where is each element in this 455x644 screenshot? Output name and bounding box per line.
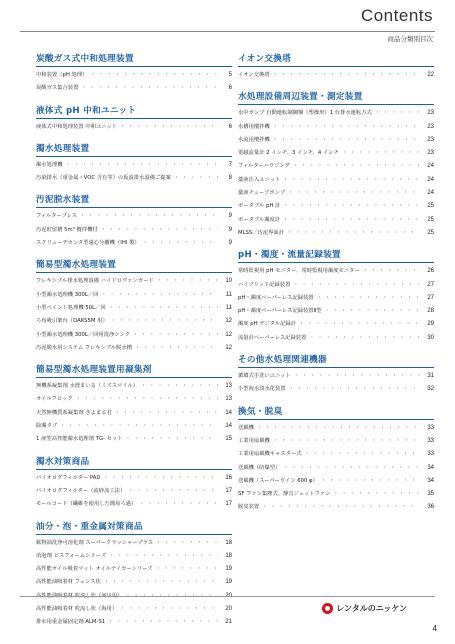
- entry-name: 工業用扇風機: [238, 437, 270, 444]
- entry-page-number: 12: [225, 344, 232, 351]
- entry-name: オイルフロック: [36, 396, 73, 403]
- toc-entry[interactable]: [238, 108, 434, 121]
- contents-title: Contents: [360, 6, 433, 25]
- toc-entry[interactable]: [238, 476, 434, 489]
- toc-entry[interactable]: [36, 408, 232, 421]
- entry-name: 消泡剤 ビスフォームシリーズ: [36, 552, 107, 559]
- toc-entry[interactable]: [36, 604, 232, 617]
- entry-name: 汚泥貯留槽 5m³ 攪拌機付: [36, 226, 98, 233]
- toc-entry[interactable]: [36, 211, 232, 224]
- toc-entry[interactable]: [36, 330, 232, 343]
- entry-page-number: 30: [427, 334, 434, 341]
- toc-section: [36, 52, 232, 97]
- left-column: [36, 52, 232, 638]
- toc-entry[interactable]: [238, 201, 434, 214]
- entry-page-number: 9: [228, 226, 232, 233]
- entry-name: 高性能油吸着材 フェンス状: [36, 579, 101, 586]
- toc-entry[interactable]: [36, 70, 232, 83]
- dot-leader: [342, 149, 420, 156]
- toc-section: [238, 248, 434, 346]
- entry-name: 水流用攪拌機: [238, 136, 270, 143]
- dot-leader: [257, 424, 420, 431]
- footer-divider: [20, 596, 435, 597]
- entry-name: ポータブル pH 計: [238, 203, 281, 210]
- dot-leader: [156, 539, 218, 546]
- section-title: 換気・脱臭: [238, 405, 434, 420]
- entry-page-number: 17: [225, 487, 232, 494]
- dot-leader: [325, 307, 420, 314]
- company-logo: [322, 603, 407, 614]
- toc-entry[interactable]: [36, 499, 232, 512]
- toc-entry[interactable]: [36, 122, 232, 135]
- toc-entry[interactable]: [238, 384, 434, 397]
- entry-page-number: 26: [427, 268, 434, 275]
- dot-leader: [101, 226, 218, 233]
- dot-leader: [126, 435, 218, 442]
- entry-page-number: 27: [427, 281, 434, 288]
- toc-entry[interactable]: [238, 371, 434, 384]
- entry-name: MLSS／汚泥界面計: [238, 229, 285, 236]
- dot-leader: [128, 487, 218, 494]
- dot-leader: [283, 176, 420, 183]
- toc-entry[interactable]: [36, 173, 232, 186]
- section-title: その他水処理関連機器: [238, 353, 434, 368]
- entry-page-number: 12: [225, 318, 232, 325]
- entry-name: 無機系凝集剤 水澄まいる（ミズスマイル）: [36, 383, 139, 390]
- entry-name: 常時監視用 pH モニター、常時監視用濁度モニター: [238, 268, 360, 275]
- entry-page-number: 25: [427, 229, 434, 236]
- entry-name: 送風機（スーパーウイン 600 φ）: [238, 477, 318, 484]
- entry-page-number: 34: [427, 477, 434, 484]
- dot-leader: [283, 464, 420, 471]
- toc-entry[interactable]: [238, 135, 434, 148]
- entry-page-number: 35: [427, 491, 434, 498]
- entry-page-number: 10: [225, 278, 232, 285]
- toc-entry[interactable]: [238, 148, 434, 161]
- toc-entry[interactable]: [36, 591, 232, 604]
- section-title: 簡易型濁水処理装置用凝集剤: [36, 363, 232, 378]
- dot-leader: [287, 229, 420, 236]
- entry-page-number: 11: [225, 304, 232, 311]
- toc-entry[interactable]: [238, 266, 434, 279]
- dot-leader: [76, 395, 218, 402]
- entry-name: 水中ポンプ 自動運転制御盤（塑操形）1 台排水運転方式: [238, 110, 372, 117]
- entry-page-number: 15: [225, 436, 232, 443]
- toc-section: [238, 52, 434, 83]
- dot-leader: [305, 450, 420, 457]
- toc-section: [238, 353, 434, 398]
- section-title: 油分・泡・重金属対策商品: [36, 520, 232, 535]
- dot-leader: [273, 437, 420, 444]
- entry-name: フレキシブル排水処理設備 ハイドロヴァンガード: [36, 278, 154, 285]
- entry-page-number: 16: [225, 474, 232, 481]
- entry-page-number: 24: [427, 163, 434, 170]
- entry-page-number: 20: [225, 606, 232, 613]
- section-title: 液体式 pH 中和ユニット: [36, 104, 232, 119]
- toc-section: [36, 520, 232, 631]
- section-title: イオン交換塔: [238, 52, 434, 67]
- entry-page-number: 9: [228, 240, 232, 247]
- entry-page-number: 19: [225, 579, 232, 586]
- toc-entry[interactable]: [238, 161, 434, 174]
- entry-name: 鉱物油洗浄可溶化剤 スーパークラッシャープラス: [36, 539, 154, 546]
- toc-entry[interactable]: [238, 502, 434, 515]
- entry-page-number: 36: [427, 504, 434, 511]
- dot-leader: [109, 304, 218, 311]
- toc-entry[interactable]: [36, 83, 232, 96]
- dot-leader: [321, 477, 420, 484]
- entry-name: スクリューデカンタ型遠心分離機（IHI 製）: [36, 240, 140, 247]
- entry-page-number: 31: [427, 373, 434, 380]
- toc-entry[interactable]: [36, 343, 232, 356]
- toc-entry[interactable]: [36, 538, 232, 551]
- dot-leader: [273, 71, 420, 78]
- entry-name: 排水用重金属固定剤 ALM-S1: [36, 619, 106, 626]
- toc-entry[interactable]: [36, 160, 232, 173]
- entry-name: 薬液チューブポンプ: [238, 190, 286, 197]
- toc-entry[interactable]: [36, 617, 232, 630]
- toc-entry[interactable]: [238, 122, 434, 135]
- toc-entry[interactable]: [36, 434, 232, 447]
- dot-leader: [90, 71, 218, 78]
- dot-leader: [135, 344, 218, 351]
- entry-name: 液体式中和処理装置 中和ユニット: [36, 123, 117, 130]
- logo-mark-icon: [322, 603, 333, 614]
- entry-name: pH・濁度ペーパーレス記録装置: [238, 294, 314, 301]
- dot-leader: [143, 239, 218, 246]
- section-title: 濁水処理装置: [36, 142, 232, 157]
- entry-page-number: 24: [427, 176, 434, 183]
- entry-name: 汚泥脱水用システム フレキシブル脱水槽: [36, 344, 133, 351]
- toc-section: [36, 258, 232, 356]
- section-title: 炭酸ガス式中和処理装置: [36, 52, 232, 67]
- entry-page-number: 33: [427, 437, 434, 444]
- header-divider: [20, 31, 435, 32]
- toc-section: [238, 90, 434, 241]
- dot-leader: [174, 174, 218, 181]
- entry-page-number: 6: [228, 85, 232, 92]
- entry-name: 濁度 pH デジタル記録計: [238, 321, 297, 328]
- dot-leader: [109, 552, 218, 559]
- entry-page-number: 19: [225, 566, 232, 573]
- entry-page-number: 14: [225, 423, 232, 430]
- dot-leader: [375, 109, 420, 116]
- toc-entry[interactable]: [238, 215, 434, 228]
- entry-page-number: 21: [225, 619, 232, 626]
- entry-page-number: 6: [228, 123, 232, 130]
- entry-page-number: 32: [427, 386, 434, 393]
- toc-entry[interactable]: [238, 175, 434, 188]
- dot-leader: [139, 500, 218, 507]
- toc-entry[interactable]: [36, 303, 232, 316]
- entry-page-number: 34: [427, 464, 434, 471]
- toc-section: [36, 455, 232, 513]
- dot-leader: [104, 578, 218, 585]
- entry-name: バイオログフィルター（流砂流工法）: [36, 487, 126, 494]
- toc-entry[interactable]: [36, 316, 232, 329]
- dot-leader: [309, 334, 420, 341]
- entry-page-number: 18: [225, 552, 232, 559]
- toc-entry[interactable]: [36, 421, 232, 434]
- dot-leader: [120, 123, 218, 130]
- toc-entry[interactable]: [36, 473, 232, 486]
- entry-name: 汚染排水（重金属・VOC 含有等）の仮設排水設備ご提案: [36, 175, 171, 182]
- toc-entry[interactable]: [238, 293, 434, 306]
- entry-name: SF ファン集塵式、静音ジェットファン: [238, 491, 331, 498]
- entry-page-number: 22: [427, 72, 434, 78]
- toc-entry[interactable]: [238, 280, 434, 293]
- toc-entry[interactable]: [238, 70, 434, 83]
- toc-entry[interactable]: [36, 486, 232, 499]
- entry-name: 送風機: [238, 424, 254, 431]
- section-title: 水処理設備周辺装置・測定装置: [238, 90, 434, 105]
- dot-leader: [80, 212, 218, 219]
- entry-name: 工業用扇風機キャスター式: [238, 451, 302, 458]
- entry-page-number: 25: [427, 216, 434, 223]
- dot-leader: [81, 84, 218, 91]
- dot-leader: [299, 320, 420, 327]
- toc-entry[interactable]: [238, 436, 434, 449]
- entry-page-number: 5: [228, 72, 232, 78]
- toc-entry[interactable]: [36, 394, 232, 407]
- toc-entry[interactable]: [36, 551, 232, 564]
- dot-leader: [141, 382, 218, 389]
- entry-name: フィルタープレス: [36, 213, 78, 220]
- entry-name: ろ布吸引架台（DAKS5M 用）: [36, 318, 108, 325]
- entry-page-number: 29: [427, 321, 434, 328]
- entry-page-number: 11: [225, 291, 232, 298]
- entry-name: 流量計ペーパーレス記録装置: [238, 334, 307, 341]
- toc-entry[interactable]: [238, 489, 434, 502]
- toc-entry[interactable]: [238, 449, 434, 462]
- page-number: 4: [432, 624, 437, 633]
- entry-name: 小型ペイント処理機 50L／回: [36, 304, 106, 311]
- dot-leader: [115, 409, 218, 416]
- entry-page-number: 13: [225, 383, 232, 390]
- toc-entry[interactable]: [238, 319, 434, 332]
- toc-section: [36, 142, 232, 187]
- entry-name: ハイブリッド記録装置: [238, 281, 291, 288]
- section-title: pH・濁度・流量記録装置: [238, 248, 434, 263]
- dot-leader: [103, 474, 218, 481]
- entry-name: 炭酸ガス集合装置: [36, 85, 79, 92]
- dot-leader: [111, 317, 218, 324]
- dot-leader: [288, 189, 420, 196]
- entry-name: 水槽用攪拌機: [238, 123, 270, 130]
- dot-leader: [273, 136, 420, 143]
- entry-page-number: 27: [427, 294, 434, 301]
- dot-leader: [157, 277, 218, 284]
- entry-name: 送風機（防爆型）: [238, 464, 281, 471]
- entry-name: [36, 591, 122, 599]
- dot-leader: [283, 202, 420, 209]
- entry-name: フィルターハウジング: [238, 163, 290, 170]
- dot-leader: [60, 422, 218, 429]
- entry-name: pH・濁度ペーパーレス記録装置Ⅱ型: [238, 308, 322, 315]
- section-title: 簡易型濁水処理装置: [36, 258, 232, 273]
- toc-entry[interactable]: [238, 423, 434, 436]
- dot-leader: [156, 565, 218, 572]
- entry-page-number: 24: [427, 190, 434, 197]
- entry-name: ポータブル濁度計: [238, 216, 281, 223]
- toc-entry[interactable]: [36, 381, 232, 394]
- entry-page-number: 9: [228, 213, 232, 220]
- entry-page-number: 33: [427, 424, 434, 431]
- entry-name: イオン交換塔: [238, 72, 270, 78]
- entry-name: 天然無機質系凝集剤 きよまる君: [36, 409, 112, 416]
- dot-leader: [133, 331, 218, 338]
- section-title: 濁水対策商品: [36, 455, 232, 470]
- entry-page-number: 8: [228, 175, 232, 182]
- entry-page-number: 14: [225, 409, 232, 416]
- dot-leader: [66, 161, 219, 168]
- toc-entry[interactable]: [36, 577, 232, 590]
- right-column: [238, 52, 434, 523]
- dot-leader: [293, 162, 420, 169]
- toc-entry[interactable]: [36, 276, 232, 289]
- entry-page-number: 17: [225, 501, 232, 508]
- toc-entry[interactable]: [238, 188, 434, 201]
- entry-name: 脱臭装置: [238, 504, 260, 511]
- contents-subtitle: 商品分類別目次: [387, 35, 433, 43]
- dot-leader: [294, 372, 420, 379]
- toc-entry[interactable]: [238, 333, 434, 346]
- dot-leader: [333, 490, 420, 497]
- toc-section: [36, 104, 232, 135]
- section-title: 汚泥脱水装置: [36, 193, 232, 208]
- entry-page-number: 28: [427, 308, 434, 315]
- entry-page-number: 18: [225, 539, 232, 546]
- dot-leader: [262, 503, 420, 510]
- entry-name: 高性能オイル吸着マット オイルテイカーシリーズ: [36, 566, 153, 573]
- toc-entry[interactable]: [238, 463, 434, 476]
- toc-section: [238, 405, 434, 516]
- entry-name: バイオログフィルター PAD: [36, 474, 101, 481]
- entry-page-number: 23: [427, 123, 434, 130]
- dot-leader: [120, 605, 218, 612]
- entry-name: 薬液注入ユニット: [238, 176, 281, 183]
- logo-text: レンタルのニッケン: [336, 604, 407, 613]
- entry-page-number: 13: [225, 396, 232, 403]
- entry-name: 小型濁水処理機 300L／回用洗浄シンク: [36, 331, 130, 338]
- entry-name: 高性能油吸着材 吹流し状（海用）: [36, 606, 118, 613]
- dot-leader: [363, 267, 420, 274]
- toc-entry[interactable]: [238, 228, 434, 241]
- toc-entry[interactable]: [36, 238, 232, 251]
- entry-name: 濁水処理機: [36, 161, 63, 168]
- entry-name: 中和装置（pH 処理）: [36, 72, 88, 78]
- entry-name: 小型濁水処理機 300L／回: [36, 291, 99, 298]
- entry-page-number: 23: [427, 150, 434, 157]
- dot-leader: [101, 291, 218, 298]
- entry-name: 除濁タブ: [36, 423, 58, 430]
- dot-leader: [108, 618, 218, 625]
- toc-entry[interactable]: [238, 306, 434, 319]
- dot-leader: [317, 294, 420, 301]
- toc-entry[interactable]: [36, 225, 232, 238]
- entry-page-number: 25: [427, 203, 434, 210]
- dot-leader: [273, 123, 420, 130]
- dot-leader: [283, 216, 420, 223]
- dot-leader: [289, 385, 420, 392]
- entry-name: 電磁流量計 2 インチ、3 インチ、4 インチ: [238, 150, 339, 157]
- dot-leader: [293, 281, 420, 288]
- toc-entry[interactable]: [36, 564, 232, 577]
- entry-page-number: 33: [427, 451, 434, 458]
- toc-section: [36, 193, 232, 251]
- entry-name: 小型海水淡水化装置: [238, 386, 286, 393]
- entry-page-number: 23: [427, 110, 434, 117]
- entry-name: 循環式手洗いユニット: [238, 373, 291, 380]
- entry-name: モールコード（繊維を使用した簡易ろ過）: [36, 501, 137, 508]
- entry-page-number: 23: [427, 136, 434, 143]
- entry-name: 1 液型高性能濁水処理剤 TG- セット: [36, 436, 123, 443]
- entry-page-number: 12: [225, 331, 232, 338]
- entry-page-number: 7: [228, 161, 232, 168]
- toc-section: [36, 363, 232, 447]
- toc-entry[interactable]: [36, 290, 232, 303]
